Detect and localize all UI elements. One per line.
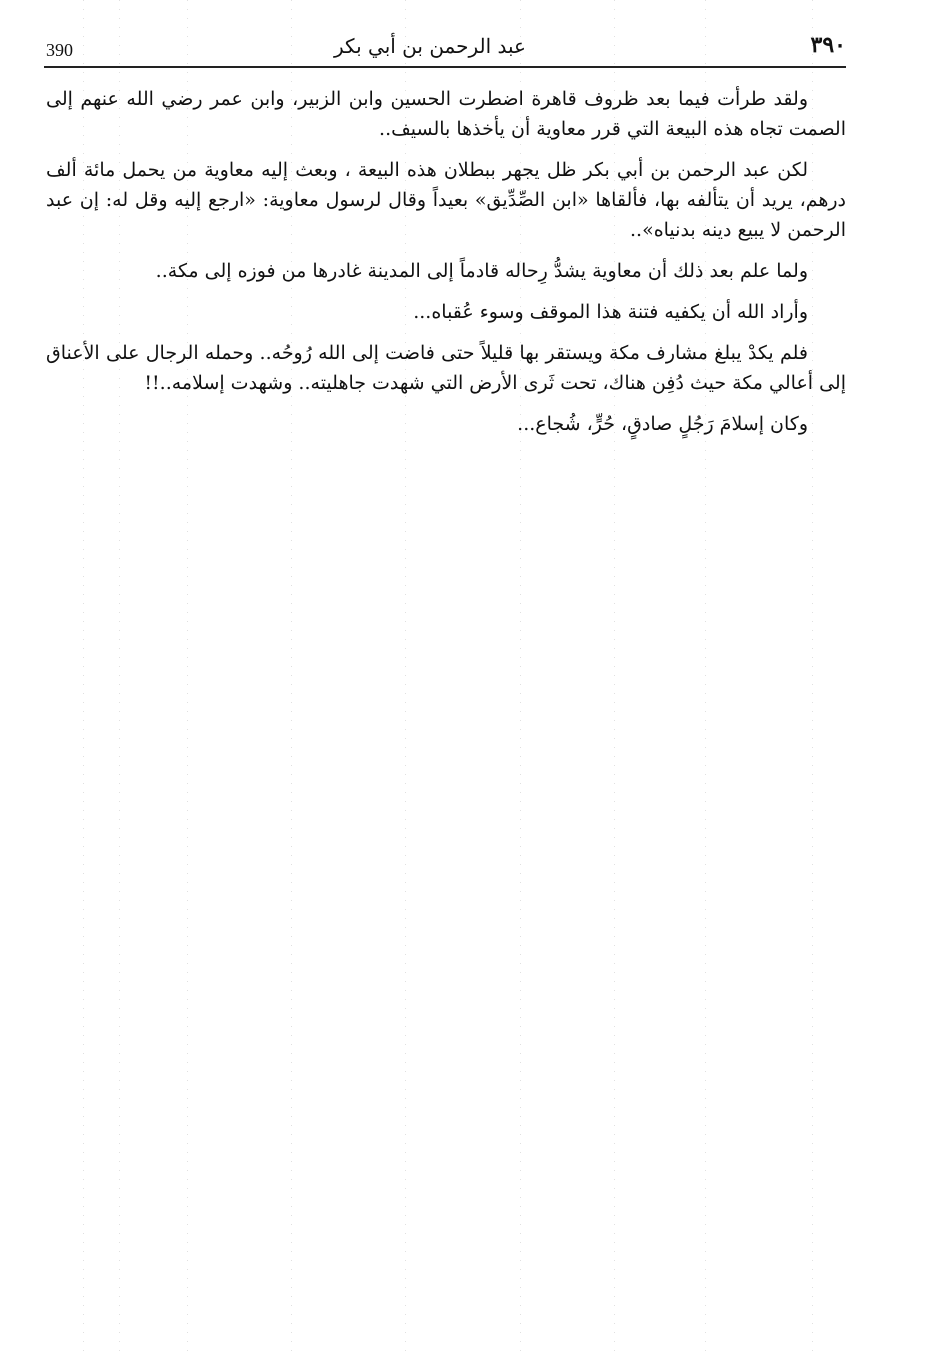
paragraph: وكان إسلامَ رَجُلٍ صادقٍ، حُرٍّ، شُجاع... [517,413,808,435]
paragraph: وأراد الله أن يكفيه فتنة هذا الموقف وسوء عُقباه... [413,301,808,323]
page-number-arabic: ٣٩٠ [810,32,846,58]
body-text [46,84,846,450]
running-title: عبد الرحمن بن أبي بكر [334,34,526,58]
paragraph: ولما علم بعد ذلك أن معاوية يشدُّ رِحاله قادماً إلى المدينة غادرها من فوزه إلى مكة.. [155,260,808,282]
paragraph: فلم يكدْ يبلغ مشارف مكة ويستقر بها قليلاً حتى فاضت إلى الله رُوحُه.. وحمله الرجال على الأعناق إلى أعالي مكة حيث دُفِن هناك، تحت ثَرى الأرض التي شهدت جاهليته.. وشهدت إسلامه..!! [46,342,846,394]
paragraph: ولقد طرأت فيما بعد ظروف قاهرة اضطرت الحسين وابن الزبير، وابن عمر رضي الله عنهم إلى الصمت تجاه هذه البيعة التي قرر معاوية أن يأخذها بالسيف.. [46,88,846,140]
header-rule [44,66,846,68]
page-number-latin: 390 [46,40,73,60]
paragraph: لكن عبد الرحمن بن أبي بكر ظل يجهر ببطلان هذه البيعة ، وبعث إليه معاوية من يحمل مائة ألف درهم، يريد أن يتألفه بها، فألقاها «ابن الصِّدِّيق» بعيداً وقال لرسول معاوية: «ارجع إليه وقل له: إن عبد الرحمن لا يبيع دينه بدنياه».. [46,159,846,241]
